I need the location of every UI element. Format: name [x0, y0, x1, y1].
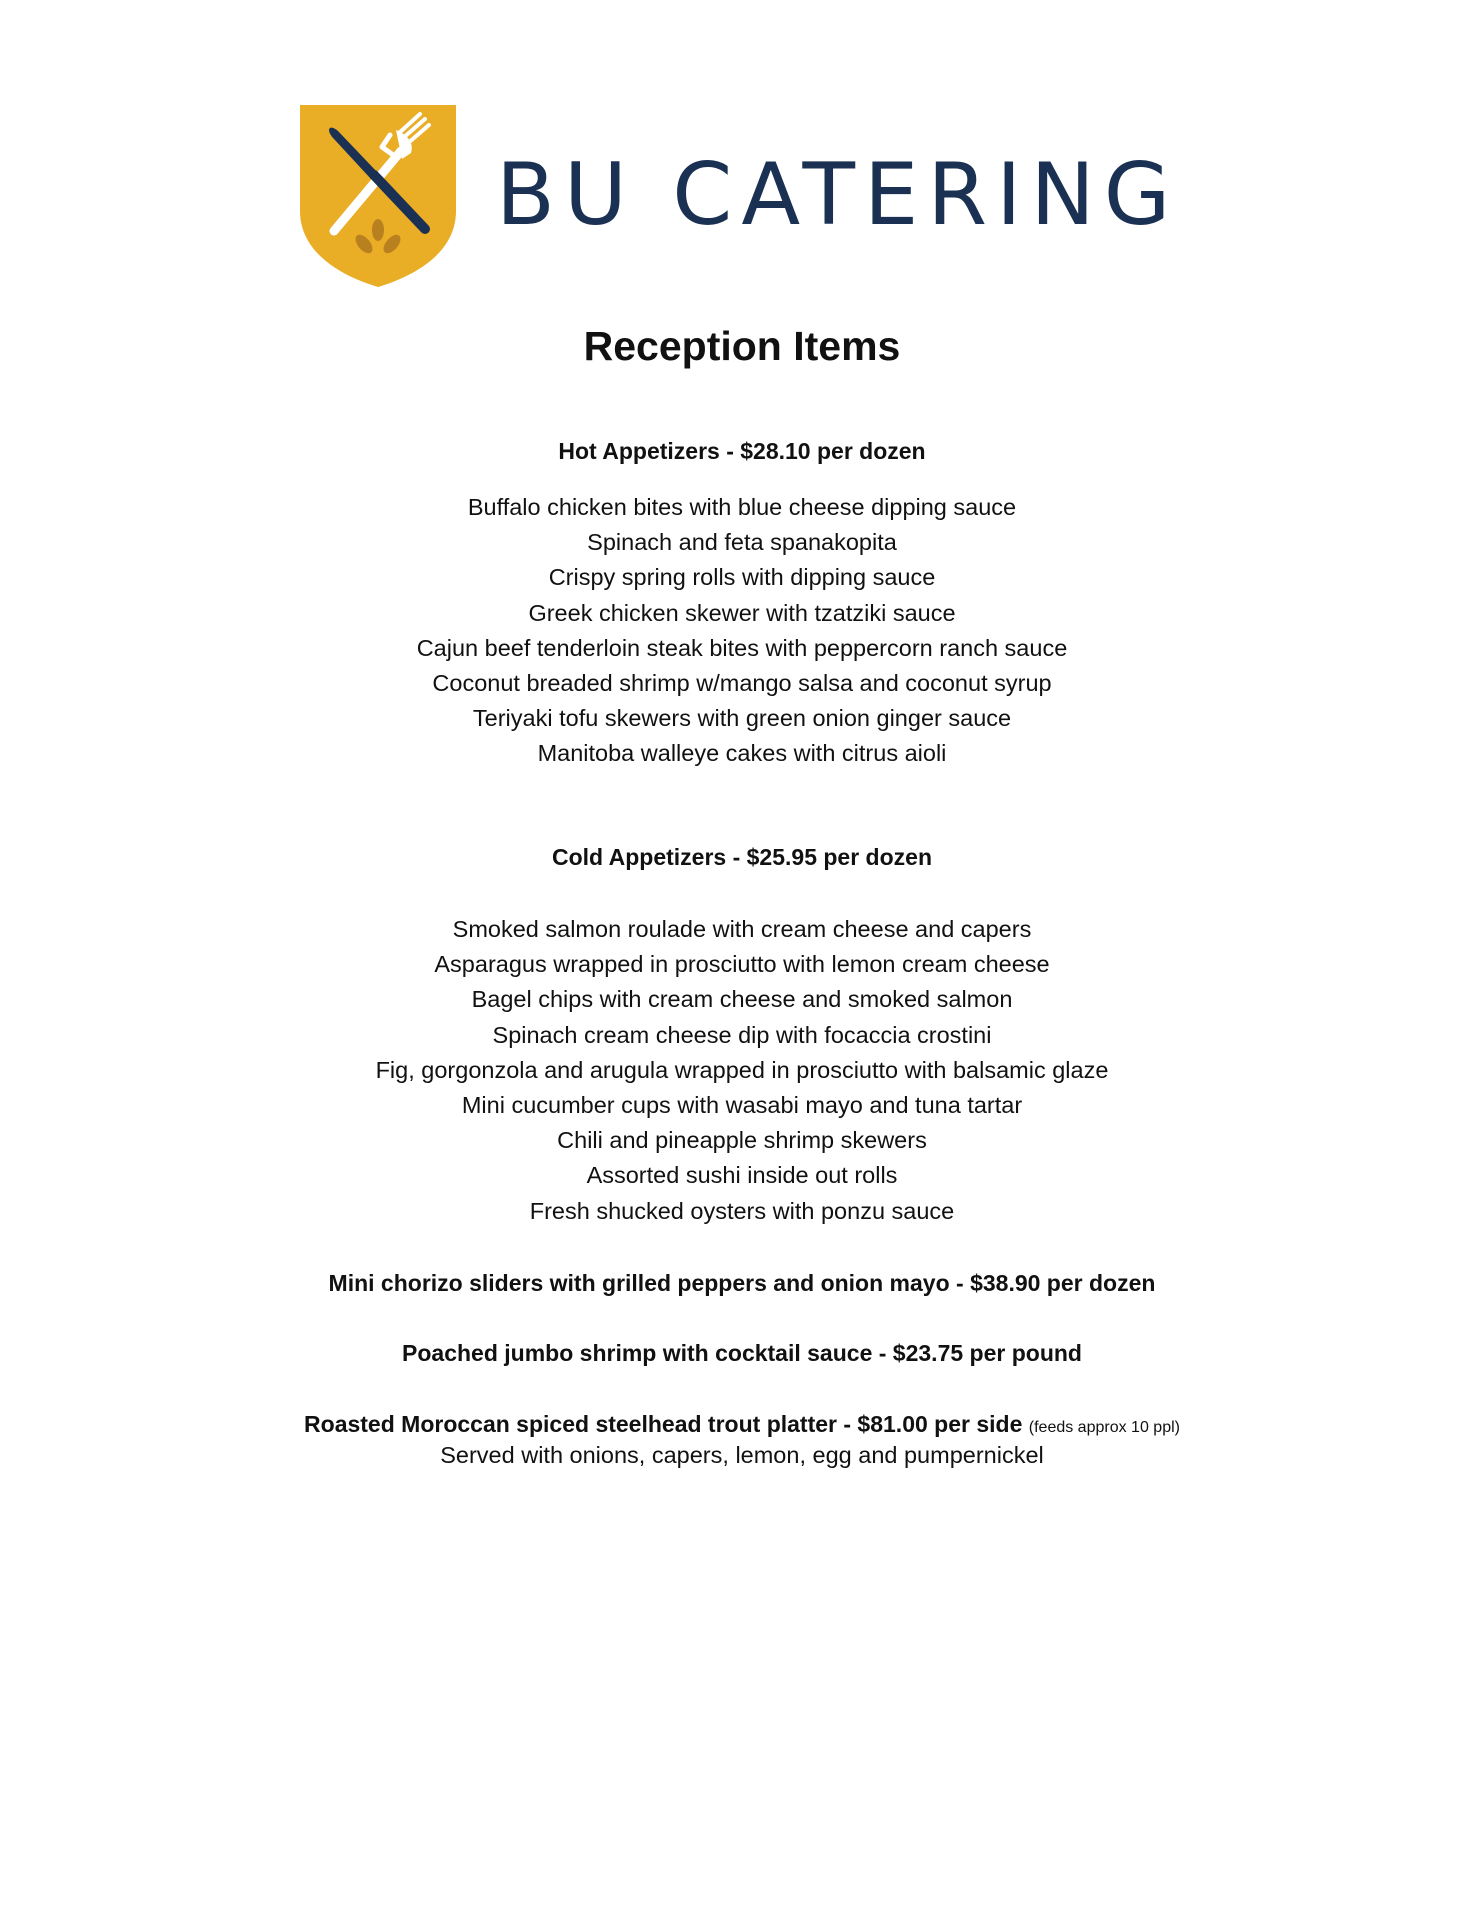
list-item: Manitoba walleye cakes with citrus aioli [537, 740, 947, 767]
shield-knife-fork-icon [298, 103, 458, 288]
list-item: Asparagus wrapped in prosciutto with lemon cream cheese [434, 951, 1050, 978]
list-item: Teriyaki tofu skewers with green onion ginger sauce [472, 705, 1012, 732]
shrimp-heading: Poached jumbo shrimp with cocktail sauce - $23.75 per pound [402, 1340, 1082, 1366]
trout-heading-text: Roasted Moroccan spiced steelhead trout platter - $81.00 per side [304, 1411, 1023, 1437]
brand-name: BU CATERING [496, 145, 1180, 245]
list-item: Cajun beef tenderloin steak bites with peppercorn ranch sauce [416, 634, 1068, 661]
list-item: Mini cucumber cups with wasabi mayo and tuna tartar [461, 1092, 1023, 1119]
list-item: Greek chicken skewer with tzatziki sauce [528, 599, 956, 626]
trout-description: Served with onions, capers, lemon, egg and pumpernickel [440, 1442, 1044, 1468]
list-item: Smoked salmon roulade with cream cheese and capers [452, 916, 1032, 942]
cold-appetizers-list [0, 912, 1484, 1229]
page-title: Reception Items [583, 323, 901, 369]
list-item: Spinach and feta spanakopita [587, 529, 897, 556]
list-item: Fig, gorgonzola and arugula wrapped in prosciutto with balsamic glaze [375, 1056, 1109, 1083]
trout-serving-note: (feeds approx 10 ppl) [1028, 1419, 1180, 1436]
sliders-heading: Mini chorizo sliders with grilled peppers and onion mayo - $38.90 per dozen [328, 1270, 1156, 1296]
list-item: Bagel chips with cream cheese and smoked salmon [471, 986, 1013, 1013]
list-item: Fresh shucked oysters with ponzu sauce [529, 1197, 955, 1224]
hot-appetizers-list [0, 490, 1484, 772]
logo [298, 103, 458, 288]
list-item: Assorted sushi inside out rolls [586, 1162, 898, 1189]
list-item: Buffalo chicken bites with blue cheese dipping sauce [467, 494, 1017, 520]
list-item: Crispy spring rolls with dipping sauce [548, 564, 936, 591]
hot-appetizers-heading: Hot Appetizers - $28.10 per dozen [558, 438, 926, 464]
list-item: Chili and pineapple shrimp skewers [557, 1127, 927, 1154]
list-item: Spinach cream cheese dip with focaccia crostini [492, 1021, 992, 1048]
cold-appetizers-heading: Cold Appetizers - $25.95 per dozen [551, 844, 933, 870]
list-item: Coconut breaded shrimp w/mango salsa and coconut syrup [432, 670, 1052, 697]
